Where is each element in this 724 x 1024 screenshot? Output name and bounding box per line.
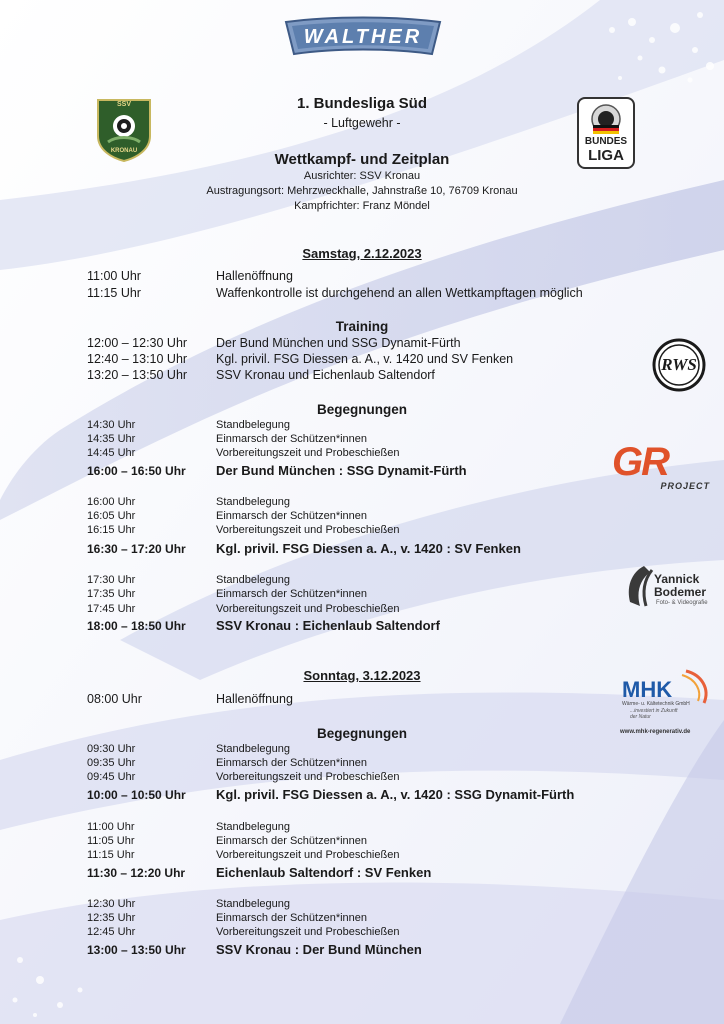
row-time: 09:30 Uhr <box>87 743 136 755</box>
row-desc: Standbelegung <box>216 898 291 910</box>
row-time: 12:45 Uhr <box>87 926 136 938</box>
row-time: 11:00 Uhr <box>87 821 135 833</box>
gr-letters: GR <box>612 440 668 484</box>
match-time: 18:00 – 18:50 Uhr <box>87 619 186 633</box>
row-desc: Vorbereitungszeit und Probeschießen <box>216 771 400 783</box>
row-time: 12:40 – 13:10 Uhr <box>87 352 188 366</box>
row-time: 11:15 Uhr <box>87 286 141 300</box>
mhk-text: MHK <box>622 677 673 702</box>
row-desc: Vorbereitungszeit und Probeschießen <box>216 849 400 861</box>
match-time: 13:00 – 13:50 Uhr <box>87 943 186 957</box>
row-time: 16:05 Uhr <box>87 510 136 522</box>
saturday-matches-heading: Begegnungen <box>317 402 407 417</box>
mhk-logo <box>616 667 712 741</box>
row-desc: Standbelegung <box>216 496 291 508</box>
row-time: 12:35 Uhr <box>87 912 136 924</box>
gr-project-logo <box>612 440 710 494</box>
yannick-name-2: Bodemer <box>654 585 707 599</box>
sunday-heading: Sonntag, 3.12.2023 <box>303 668 421 683</box>
row-desc: Einmarsch der Schützen*innen <box>216 433 368 445</box>
row-time: 12:00 – 12:30 Uhr <box>87 336 188 350</box>
training-heading: Training <box>335 319 389 334</box>
ausrichter-text: Ausrichter: SSV Kronau <box>303 170 421 182</box>
row-desc: Einmarsch der Schützen*innen <box>216 835 368 847</box>
walther-text: WALTHER <box>303 26 423 48</box>
row-time: 08:00 Uhr <box>87 692 142 706</box>
match-time: 16:00 – 16:50 Uhr <box>87 464 186 478</box>
row-time: 11:00 Uhr <box>87 269 141 283</box>
gr-sub-text: PROJECT <box>660 481 710 491</box>
kampfrichter-text: Kampfrichter: Franz Möndel <box>294 200 430 212</box>
match-time: 11:30 – 12:20 Uhr <box>87 866 186 880</box>
match-desc: Kgl. privil. FSG Diessen a. A., v. 1420 : SSG Dynamit-Fürth <box>216 787 575 802</box>
match-desc: Eichenlaub Saltendorf : SV Fenken <box>216 865 432 880</box>
walther-logo <box>282 14 444 62</box>
row-time: 13:20 – 13:50 Uhr <box>87 368 188 382</box>
row-desc: Vorbereitungszeit und Probeschießen <box>216 447 400 459</box>
saturday-heading: Samstag, 2.12.2023 <box>302 246 422 261</box>
row-desc: Einmarsch der Schützen*innen <box>216 912 368 924</box>
row-time: 09:35 Uhr <box>87 757 136 769</box>
row-desc: Einmarsch der Schützen*innen <box>216 757 368 769</box>
row-desc: Einmarsch der Schützen*innen <box>216 588 368 600</box>
yannick-bodemer-logo <box>624 560 712 616</box>
league-title: 1. Bundesliga Süd <box>296 95 428 112</box>
yannick-tagline: Foto- & Videografie <box>656 600 708 606</box>
row-desc: Hallenöffnung <box>216 692 293 706</box>
match-desc: SSV Kronau : Eichenlaub Saltendorf <box>216 618 440 633</box>
row-time: 09:45 Uhr <box>87 771 136 783</box>
rws-logo <box>652 338 706 392</box>
row-time: 12:30 Uhr <box>87 898 136 910</box>
row-time: 17:35 Uhr <box>87 588 136 600</box>
row-time: 14:45 Uhr <box>87 447 136 459</box>
match-desc: Kgl. privil. FSG Diessen a. A., v. 1420 : SV Fenken <box>216 541 521 556</box>
match-time: 16:30 – 17:20 Uhr <box>87 542 186 556</box>
row-desc: SSV Kronau und Eichenlaub Saltendorf <box>216 368 435 382</box>
row-desc: Waffenkontrolle ist durchgehend an allen Wettkampftagen möglich <box>216 286 583 300</box>
bundesliga-text-1: BUNDES <box>584 136 628 147</box>
match-time: 10:00 – 10:50 Uhr <box>87 788 186 802</box>
row-desc: Vorbereitungszeit und Probeschießen <box>216 926 400 938</box>
row-time: 16:15 Uhr <box>87 524 136 536</box>
plan-title: Wettkampf- und Zeitplan <box>274 151 450 168</box>
bundesliga-target-icon <box>579 101 633 139</box>
row-desc: Standbelegung <box>216 743 291 755</box>
match-desc: Der Bund München : SSG Dynamit-Fürth <box>216 463 467 478</box>
ssv-top-text: SSV <box>116 101 131 108</box>
row-desc: Standbelegung <box>216 419 291 431</box>
row-time: 17:45 Uhr <box>87 603 136 615</box>
row-time: 14:35 Uhr <box>87 433 136 445</box>
mhk-tagline: ...investiert in Zukunft der Natur <box>630 708 678 720</box>
match-desc: SSV Kronau : Der Bund München <box>216 942 422 957</box>
ssv-bottom-text: KRONAU <box>110 148 138 154</box>
row-desc: Standbelegung <box>216 574 291 586</box>
row-desc: Vorbereitungszeit und Probeschießen <box>216 524 400 536</box>
rws-text: RWS <box>661 355 697 374</box>
gr-text <box>612 440 668 485</box>
row-desc: Einmarsch der Schützen*innen <box>216 510 368 522</box>
mhk-url: www.mhk-regenerativ.de <box>620 729 691 735</box>
austragungsort-text: Austragungsort: Mehrzweckhalle, Jahnstraße 10, 76709 Kronau <box>206 185 518 197</box>
row-desc: Vorbereitungszeit und Probeschießen <box>216 603 400 615</box>
row-desc: Standbelegung <box>216 821 291 833</box>
league-subtitle: - Luftgewehr - <box>323 116 401 130</box>
row-desc: Hallenöffnung <box>216 269 293 283</box>
row-desc: Der Bund München und SSG Dynamit-Fürth <box>216 336 461 350</box>
row-time: 11:05 Uhr <box>87 835 135 847</box>
mhk-sub-text: Wärme- u. Kältetechnik GmbH <box>622 701 690 707</box>
sunday-matches-heading: Begegnungen <box>317 726 407 741</box>
bundesliga-logo <box>577 97 635 169</box>
row-time: 14:30 Uhr <box>87 419 136 431</box>
yannick-name-1: Yannick <box>654 572 700 586</box>
row-time: 16:00 Uhr <box>87 496 136 508</box>
row-time: 11:15 Uhr <box>87 849 135 861</box>
ssv-kronau-logo <box>96 98 152 162</box>
bundesliga-text-2: LIGA <box>588 147 624 164</box>
row-desc: Kgl. privil. FSG Diessen a. A., v. 1420 und SV Fenken <box>216 352 514 366</box>
row-time: 17:30 Uhr <box>87 574 136 586</box>
